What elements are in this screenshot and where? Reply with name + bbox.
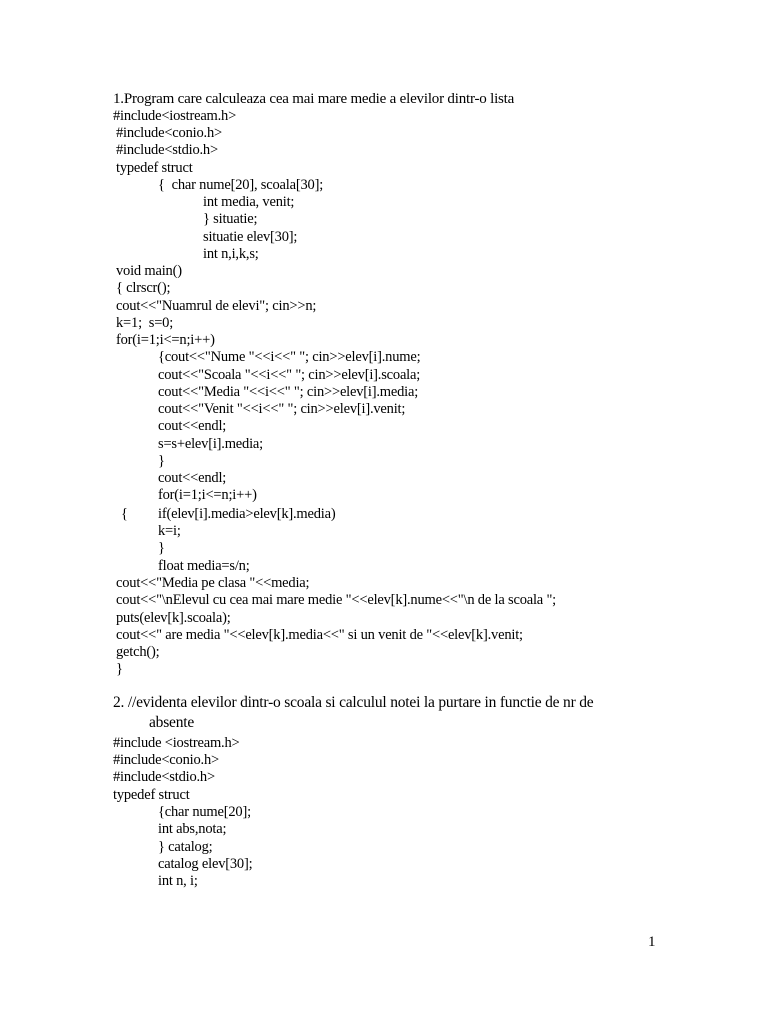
code-line: #include<conio.h> [116, 125, 222, 141]
code-line: typedef struct [116, 160, 193, 176]
section-1-title: 1.Program care calculeaza cea mai mare medie a elevilor dintr-o lista [113, 91, 515, 107]
code-line: for(i=1;i<=n;i++) [116, 332, 215, 348]
code-line: } situatie; [203, 211, 258, 227]
code-line: #include <iostream.h> [113, 735, 240, 751]
code-line: situatie elev[30]; [203, 229, 298, 245]
code-line: #include<conio.h> [113, 752, 219, 768]
code-line: { char nume[20], scoala[30]; [158, 177, 324, 193]
code-line: typedef struct [113, 787, 190, 803]
code-line: float media=s/n; [158, 558, 250, 574]
code-line: cout<<endl; [158, 470, 227, 486]
section-2-title: 2. //evidenta elevilor dintr-o scoala si calculul notei la purtare in functie de nr de [113, 694, 594, 711]
code-line: if(elev[i].media>elev[k].media) [158, 506, 336, 522]
code-line: } catalog; [158, 839, 213, 855]
code-line: { [121, 506, 128, 522]
code-line: cout<<"Nuamrul de elevi"; cin>>n; [116, 298, 317, 314]
code-line: for(i=1;i<=n;i++) [158, 487, 257, 503]
code-line: int media, venit; [203, 194, 295, 210]
code-line: {cout<<"Nume "<<i<<" "; cin>>elev[i].nume; [158, 349, 421, 365]
code-line: getch(); [116, 644, 160, 660]
code-line: {char nume[20]; [158, 804, 251, 820]
code-line: int abs,nota; [158, 821, 227, 837]
code-line: int n, i; [158, 873, 198, 889]
code-line: cout<<"Scoala "<<i<<" "; cin>>elev[i].scoala; [158, 367, 421, 383]
section-2-title-continuation: absente [149, 714, 195, 731]
code-line: cout<<"Venit "<<i<<" "; cin>>elev[i].venit; [158, 401, 406, 417]
code-line: k=1; s=0; [116, 315, 174, 331]
code-line: #include<iostream.h> [113, 108, 237, 124]
code-line: cout<<" are media "<<elev[k].media<<" si un venit de "<<elev[k].venit; [116, 627, 523, 643]
code-line: cout<<endl; [158, 418, 227, 434]
code-line: k=i; [158, 523, 181, 539]
code-line: } [116, 661, 123, 677]
code-line: catalog elev[30]; [158, 856, 253, 872]
code-line: s=s+elev[i].media; [158, 436, 263, 452]
code-line: cout<<"\nElevul cu cea mai mare medie "<<elev[k].nume<<"\n de la scoala "; [116, 592, 557, 608]
code-line: #include<stdio.h> [116, 142, 218, 158]
code-line: int n,i,k,s; [203, 246, 259, 262]
code-line: { clrscr(); [116, 280, 171, 296]
code-line: void main() [116, 263, 182, 279]
code-line: } [158, 453, 165, 469]
code-line: } [158, 540, 165, 556]
code-line: cout<<"Media "<<i<<" "; cin>>elev[i].media; [158, 384, 419, 400]
code-line: #include<stdio.h> [113, 769, 215, 785]
code-line: cout<<"Media pe clasa "<<media; [116, 575, 310, 591]
page-number: 1 [648, 934, 656, 950]
code-line: puts(elev[k].scoala); [116, 610, 231, 626]
